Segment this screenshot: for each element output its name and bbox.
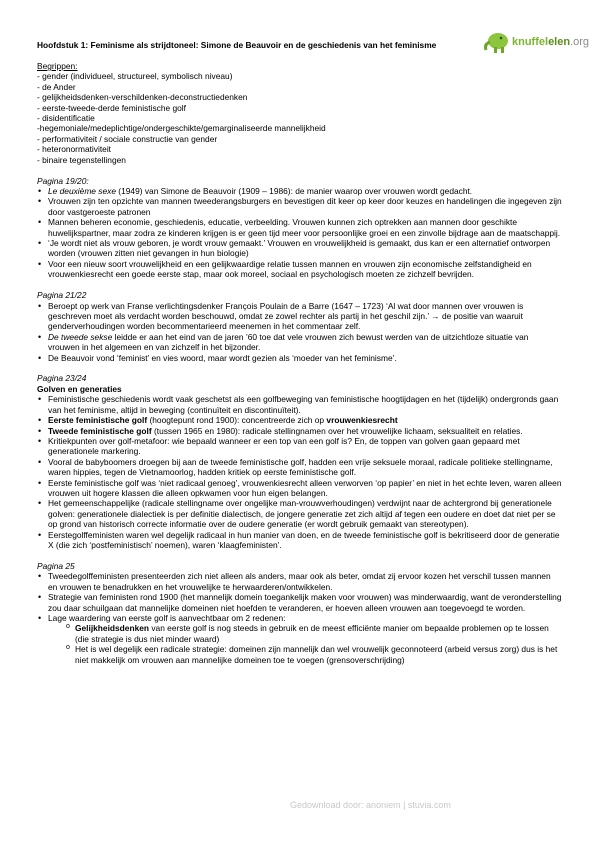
list-item: • Eerste feministische golf was ‘niet radicaal genoeg’, vrouwenkiesrecht alleen verworven ‘op papier’ en niet in het echte leven, waren alleen vrouwen uit hogere klassen die alleen opkwamen voor hun eigen belangen.	[37, 478, 562, 499]
begrip-item: - binaire tegenstellingen	[37, 154, 126, 165]
list-item: • Strategie van feministen rond 1900 (het mannelijk domein toegankelijk maken voor vrouwen) was minderwaardig, want de veronderstelling zou daar schuilgaan dat mannelijke domeinen niet hoefden te veranderen, er hoeven alleen vrouwen aan toegevoegd te worden.	[37, 592, 562, 613]
section-subheading: Golven en generaties	[37, 383, 122, 394]
document-body	[37, 61, 562, 665]
section-heading-p23: Pagina 23/24	[37, 373, 87, 384]
sublist-item: o Gelijkheidsdenken van eerste golf is nog steeds in gebruik en de meest efficiënte manier om bepaalde problemen op te lossen (die strategie is dus niet minder waard)	[66, 623, 562, 644]
list-item: • Het gemeenschappelijke (radicale stellingname over ongelijke man-vrouwverhoudingen) verdwijnt naar de achtergrond bij generationele golven: generationele dialectiek is per definitie dialectisch, de jongere generatie zet zich altijd af tegen een oudere en doet dat niet per se op grond van historisch correcte informatie over de oudere generatie (er wordt gebruik gemaakt van stereotypen).	[37, 498, 562, 529]
section-heading-p21: Pagina 21/22	[37, 290, 87, 301]
list-item: • Vrouwen zijn ten opzichte van mannen tweederangsburgers en bevestigen dit keer op keer door keuzes en handelingen die ingegeven zijn door vastgeroeste patronen	[37, 196, 562, 217]
begrip-item: - disidentificatie	[37, 113, 95, 124]
p19-list	[37, 186, 562, 280]
list-item: • Tweede feministische golf (tussen 1965 en 1980): radicale stellingnamen over het vrouwelijke lichaam, seksualiteit en relaties.	[37, 426, 562, 436]
p25-sublist	[48, 623, 562, 665]
logo-part-1: knuffel	[512, 36, 549, 48]
begrip-item: - eerste-tweede-derde feministische golf	[37, 102, 186, 113]
list-item: • Vooral de babyboomers droegen bij aan de tweede feministische golf, hadden een vrije seksuele moraal, radicale politieke stellingname, waren hippies, tegen de Vietnamoorlog, hadden kritiek op eerste feministische golf.	[37, 457, 562, 478]
list-item: • Kritiekpunten over golf-metafoor: wie bepaald wanneer er een top van een golf is? En, de toppen van golven gaan gepaard met generationele markering.	[37, 436, 562, 457]
begrip-item: - heteronormativiteit	[37, 144, 112, 155]
begrippen-list	[37, 71, 562, 165]
list-item: • Eerste feministische golf (hoogtepunt rond 1900): concentreerde zich op vrouwenkiesrecht	[37, 415, 562, 425]
list-item: • Le deuxième sexe (1949) van Simone de Beauvoir (1909 – 1986): de manier waarop over vrouwen wordt gedacht.	[37, 186, 562, 196]
section-heading-p19: Pagina 19/20:	[37, 175, 89, 186]
begrip-item: - performativiteit / sociale constructie van gender	[37, 133, 218, 144]
watermark: Gedownload door: anoniem | stuvia.com	[290, 800, 451, 810]
begrippen-heading: Begrippen:	[37, 61, 78, 71]
begrip-item: - gelijkheidsdenken-verschildenken-deconstructiedenken	[37, 92, 248, 103]
list-item: • De Beauvoir vond ‘feminist’ en vies woord, maar wordt gezien als ‘moeder van het feminisme’.	[37, 353, 562, 363]
list-item: • Voor een nieuw soort vrouwelijkheid en een gelijkwaardige relatie tussen mannen en vrouwen zijn economische zelfstandigheid en vrouwenkiesrecht een goede eerste stap, maar ook moreel, sociaal en psychologisch moeten ze zichzelf bevrijden.	[37, 259, 562, 280]
list-item: • Mannen beheren economie, geschiedenis, educatie, verbeelding. Vrouwen kunnen zich optrekken aan mannen door geschikte huwelijkspartner, maar zodra ze kinderen krijgen is er geen tijd meer voor persoonlijke groei en een zinvolle bijdrage aan de maatschappij.	[37, 217, 562, 238]
list-item: • Eerstegolffeministen waren wel degelijk radicaal in hun manier van doen, en de tweede feministische golf is bekritiseerd door de generatie X (die zich ‘postfeministisch’ noemen), waren ‘klaagfeministen’.	[37, 530, 562, 551]
list-item: • ‘Je wordt niet als vrouw geboren, je wordt vrouw gemaakt.’ Vrouwen en vrouwelijkheid is gemaakt, dus kan er een alternatief ontworpen worden (vrouwen zitten niet gevangen in hun biologie)	[37, 238, 562, 259]
logo-wordmark	[512, 36, 589, 48]
document-title: Hoofdstuk 1: Feminisme als strijdtoneel: Simone de Beauvoir en de geschiedenis van het feminisme	[37, 40, 437, 50]
logo-part-3: .org	[570, 36, 590, 48]
p23-list	[37, 394, 562, 550]
list-item: • Beroept op werk van Franse verlichtingsdenker François Poulain de a Barre (1647 – 1723) ‘Al wat door mannen over vrouwen is geschreven moet als verdacht worden beschouwd, omdat ze zowel rechter als partij in het geschil zijn.’ → de positie van waaruit genderverhoudingen worden becommentarieerd meenemen in het commentaar zelf.	[37, 301, 562, 332]
begrip-item: - gender (individueel, structureel, symbolisch niveau)	[37, 71, 233, 82]
list-item: • Tweedegolffeministen presenteerden zich niet alleen als anders, maar ook als beter, omdat zij ervoor kozen het verschil tussen mannen en vrouwen te benadrukken en het vrouwelijke te herwaarderen/ontwikkelen.	[37, 571, 562, 592]
list-item: • Lage waardering van eerste golf is aanvechtbaar om 2 redenen: o Gelijkheidsdenken van eerste golf is nog steeds in gebruik en de meest efficiënte manier om bepaalde problemen op te lossen (die strategie is dus niet minder waard) o Het is wel degelijk een radicale strategie: domeinen zijn mannelijk dan wel vrouwelijk geconnoteerd (arbeid versus zorg) dus is het niet makkelijk om vrouwen aan mannelijke domeinen toe te voegen (grensoverschrijding)	[37, 613, 562, 665]
section-heading-p25: Pagina 25	[37, 560, 75, 571]
begrip-item: -hegemoniale/medeplichtige/ondergeschikte/gemarginaliseerde mannelijkheid	[37, 123, 326, 134]
p25-list	[37, 571, 562, 665]
begrip-item: - de Ander	[37, 81, 76, 92]
list-item: • De tweede sekse leidde er aan het eind van de jaren ’60 toe dat vele vrouwen zich bewust werden van de uitzichtloze situatie van vrouwen in het algemeen en van zichzelf in het bijzonder.	[37, 332, 562, 353]
list-item: • Feministische geschiedenis wordt vaak geschetst als een golfbeweging van feministische hoogtijdagen en het (tijdelijk) ondergronds gaan van het feminisme, altijd in beweging (continuïteit en discontinuïteit).	[37, 394, 562, 415]
logo-part-2: elen	[548, 36, 571, 48]
p21-list	[37, 301, 562, 363]
sublist-item: o Het is wel degelijk een radicale strategie: domeinen zijn mannelijk dan wel vrouwelijk geconnoteerd (arbeid versus zorg) dus is het niet makkelijk om vrouwen aan mannelijke domeinen toe te voegen (grensoverschrijding)	[66, 644, 562, 665]
